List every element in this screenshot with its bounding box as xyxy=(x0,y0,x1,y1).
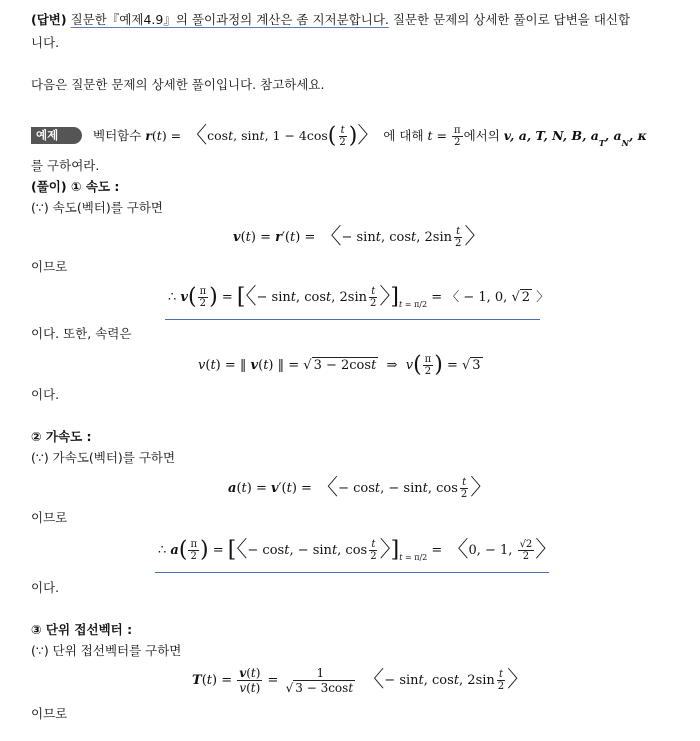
example-text-c: 에서의 xyxy=(463,128,500,143)
s2-title: ② 가속도 : xyxy=(31,429,92,444)
example-text-b: 에 대해 xyxy=(383,128,424,143)
s1-speed-eq: v(t) = ‖ v(t) ‖ = √ 3 − 2cost ⇒ v( $\frac{\pi}{2}$ ) = √ 3 xyxy=(198,352,481,378)
answer-line-2: 니다. xyxy=(31,35,60,50)
s3-since: 이므로 xyxy=(31,706,68,721)
answer-rest: 질문한 문제의 상세한 풀이로 답변을 대신합 xyxy=(388,12,631,27)
example-formula: r(t) = 〈cost, sint, 1 − 4cos( $\frac{t}{2}$ )〉 xyxy=(145,123,380,149)
s3-tangent-eq: T(t) = $\frac{v(t)}{v(t)}$ = $\frac{1}{√ 3 - 3\cos t}$ 〈− sint, cost, 2sin $\frac{t}{2}$ 〉 xyxy=(192,666,530,695)
solution-header xyxy=(31,178,119,196)
s3-because: (∵) 단위 접선벡터를 구하면 xyxy=(31,643,182,658)
answer-label: (답변) xyxy=(31,12,67,27)
answer-note: 질문한『예제4.9』의 풀이과정의 계산은 좀 지저분합니다. xyxy=(70,12,389,27)
s2-since: 이므로 xyxy=(31,510,68,525)
example-badge: 예제 4.9 xyxy=(31,127,82,144)
s1-title: ① 속도 : xyxy=(70,179,120,194)
s2-acceleration-eq: a(t) = v′(t) = 〈− cost, − sint, cos $\frac{t}{2}$ 〉 xyxy=(228,475,493,501)
s1-result-underline xyxy=(165,319,540,320)
s2-result-underline xyxy=(155,572,549,573)
example-text-d: 를 구하여라. xyxy=(31,158,100,173)
s2-end: 이다. xyxy=(31,580,60,595)
example-statement xyxy=(93,125,647,152)
s1-since: 이므로 xyxy=(31,259,68,274)
s1-end: 이다. xyxy=(31,387,60,402)
answer-line-1 xyxy=(31,11,630,29)
s2-acceleration-result: ∴ a( $\frac{\pi}{2}$ ) = [〈− cost, − sint, cos $\frac{t}{2}$ 〉]$_{t = \pi/2}$ = 〈0, − 1, $\frac{√2}{2}$ 〉 xyxy=(158,537,558,563)
s3-title: ③ 단위 접선벡터 : xyxy=(31,622,133,637)
s1-velocity-eq: v(t) = r′(t) = 〈− sint, cost, 2sin $\frac{t}{2}$ 〉 xyxy=(233,224,487,250)
intro-text: 다음은 질문한 문제의 상세한 풀이입니다. 참고하세요. xyxy=(31,77,325,92)
s1-is: 이다. 또한, 속력은 xyxy=(31,326,132,341)
example-t-value: t = $\frac{\pi}{2}$ xyxy=(427,125,461,148)
s1-velocity-result: ∴ v( $\frac{\pi}{2}$ ) = [〈− sint, cost, 2sin $\frac{t}{2}$ 〉]$_{t = \pi/2}$ = 〈 − 1, 0, √ 2 〉 xyxy=(168,284,550,310)
s1-because: (∵) 속도(벡터)를 구하면 xyxy=(31,200,164,215)
solution-label: (풀이) xyxy=(31,179,67,194)
example-targets: v, a, T, N, B, $a_T$, $a_N$, κ xyxy=(503,128,648,148)
s2-because: (∵) 가속도(벡터)를 구하면 xyxy=(31,450,176,465)
example-text-a: 벡터함수 xyxy=(93,128,142,143)
